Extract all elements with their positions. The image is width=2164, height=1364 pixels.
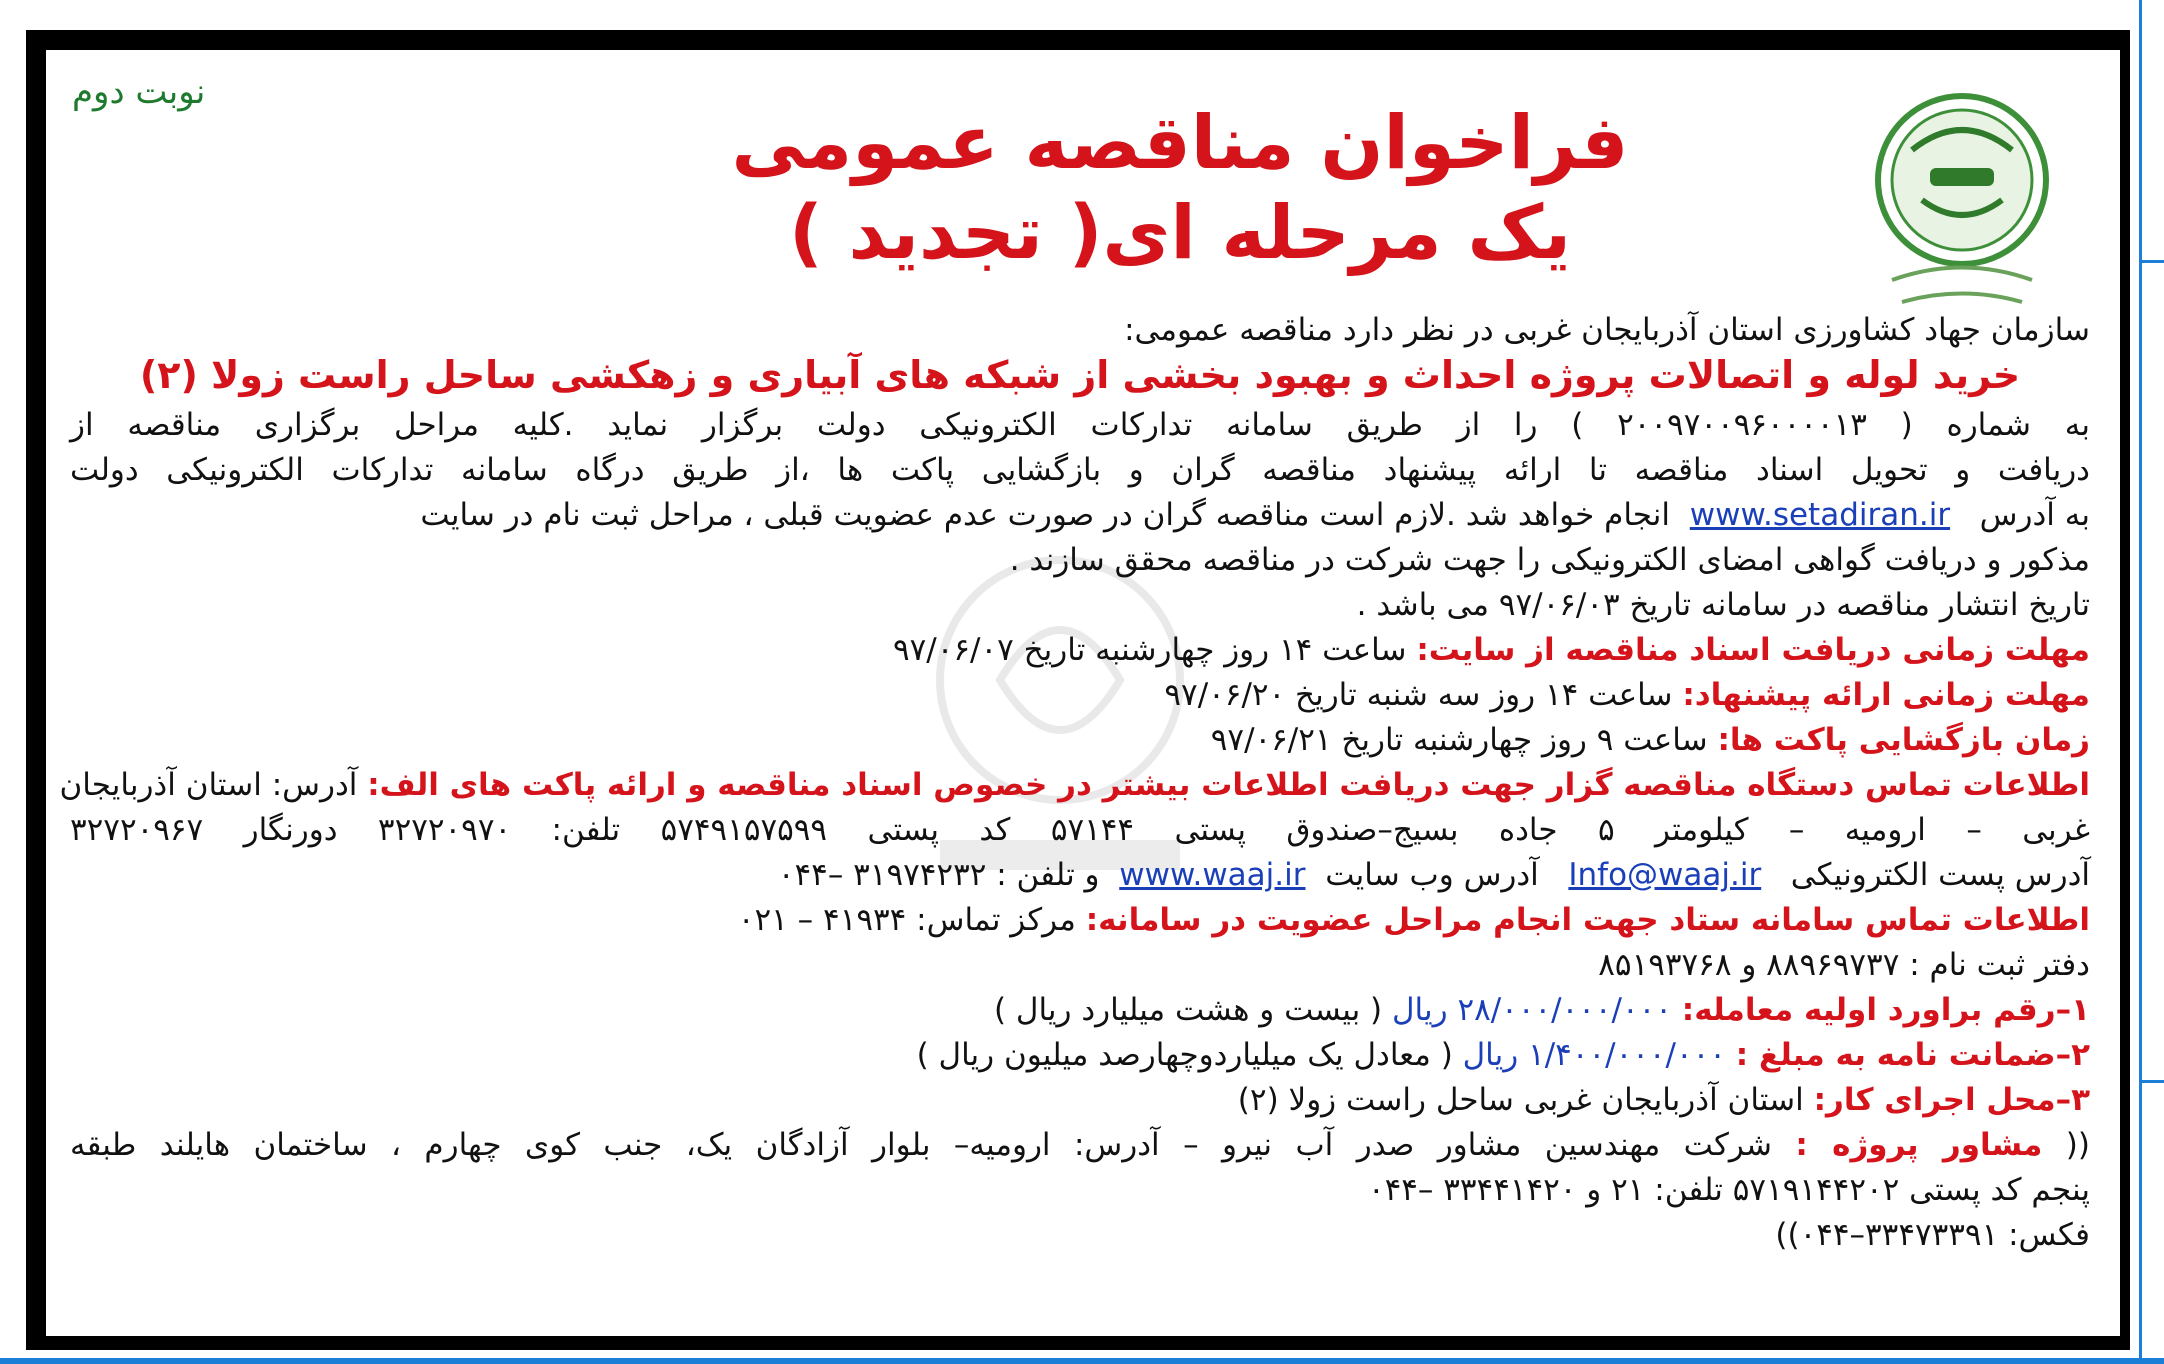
email-link[interactable]: Info@waaj.ir <box>1568 857 1762 893</box>
contact-address: آدرس: استان آذربایجان <box>59 767 358 803</box>
intro-line: سازمان جهاد کشاورزی استان آذربایجان غربی در نظر دارد مناقصه عمومی: <box>1124 312 2090 348</box>
consultant-line <box>70 1123 2090 1168</box>
opening-time <box>70 718 2090 763</box>
notice-title-line2: یک مرحله ای( تجدید ) <box>788 190 1572 276</box>
location-value: استان آذربایجان غربی ساحل راست زولا (۲) <box>1237 1082 1804 1118</box>
opening-value: ساعت ۹ روز چهارشنبه تاریخ ۹۷/۰۶/۲۱ <box>1210 722 1708 758</box>
guarantee-value: ۱/۴۰۰/۰۰۰/۰۰۰ ریال <box>1462 1037 1726 1073</box>
estimate-item <box>70 988 2090 1033</box>
tender-subject: خرید لوله و اتصالات پروژه احداث و بهبود بخشی از شبکه های آبیاری و زهکشی ساحل راست زولا (۲) <box>139 353 2021 397</box>
paragraph-line: به شماره ( ۲۰۰۹۷۰۰۹۶۰۰۰۰۱۳ ) را از طریق سامانه تدارکات الکترونیکی دولت برگزار نماید .کلیه مراحل برگزاری مناقصه از <box>70 407 2090 443</box>
consultant-text: شرکت مهندسین مشاور صدر آب نیرو – آدرس: ارومیه– بلوار آزادگان یک، جنب کوی چهارم ، ساختمان هایلند طبقه <box>70 1127 1772 1163</box>
contact-phone: و تلفن : ۳۱۹۷۴۲۳۲ –۰۴۴ <box>777 857 1100 893</box>
estimate-words: ( بیست و هشت میلیارد ریال ) <box>993 992 1383 1028</box>
location-label: ۳–محل اجرای کار: <box>1813 1082 2090 1118</box>
location-item <box>70 1078 2090 1123</box>
deadline-offer-value: ساعت ۱۴ روز سه شنبه تاریخ ۹۷/۰۶/۲۰ <box>1164 677 1673 713</box>
website-link[interactable]: www.waaj.ir <box>1119 857 1306 893</box>
register-office: دفتر ثبت نام : ۸۸۹۶۹۷۳۷ و ۸۵۱۹۳۷۶۸ <box>1598 947 2090 983</box>
round-label: نوبت دوم <box>72 72 206 112</box>
consultant-line: فکس: ۳۳۴۷۳۳۹۱–۰۴۴)) <box>1775 1217 2090 1253</box>
contact-online <box>70 853 2090 898</box>
deadline-offer-label: مهلت زمانی ارائه پیشنهاد: <box>1682 677 2090 713</box>
publish-date: تاریخ انتشار مناقصه در سامانه تاریخ ۹۷/۰۶/۰۳ می باشد . <box>1356 587 2090 623</box>
address-label: به آدرس <box>1979 497 2090 533</box>
deadline-docs <box>70 628 2090 673</box>
paragraph-line: دریافت و تحویل اسناد مناقصه تا ارائه پیشنهاد مناقصه گران و بازگشایی پاکت ها ،از طریق درگاه سامانه تدارکات الکترونیکی دولت <box>70 452 2090 488</box>
website-label: آدرس وب سایت <box>1325 857 1539 893</box>
paragraph-line: مذکور و دریافت گواهی امضای الکترونیکی را جهت شرکت در مناقصه محقق سازند . <box>1009 542 2090 578</box>
estimate-label: ۱–رقم براورد اولیه معامله: <box>1681 992 2090 1028</box>
deadline-offer <box>70 673 2090 718</box>
setad-contact <box>70 898 2090 943</box>
opening-label: زمان بازگشایی پاکت ها: <box>1717 722 2090 758</box>
deadline-docs-value: ساعت ۱۴ روز چهارشنبه تاریخ ۹۷/۰۶/۰۷ <box>893 632 1407 668</box>
guarantee-words: ( معادل یک میلیاردوچهارصد میلیون ریال ) <box>916 1037 1453 1073</box>
guarantee-item <box>70 1033 2090 1078</box>
notice-body <box>59 308 2091 1258</box>
bottom-edge-line <box>0 1358 2164 1364</box>
email-label: آدرس پست الکترونیکی <box>1790 857 2090 893</box>
consultant-label: مشاور پروژه : <box>1795 1127 2043 1163</box>
consultant-line: پنجم کد پستی ۵۷۱۹۱۴۴۲۰۲ تلفن: ۲۱ و ۳۳۴۴۱۴۲۰ –۰۴۴ <box>1367 1172 2090 1208</box>
contact-label: اطلاعات تماس دستگاه مناقصه گزار جهت دریافت اطلاعات بیشتر در خصوص اسناد مناقصه و ارائه پاکت های الف: <box>367 767 2090 803</box>
contact-details: غربی – ارومیه – کیلومتر ۵ جاده بسیج–صندوق پستی ۵۷۱۴۴ کد پستی ۵۷۴۹۱۵۷۵۹۹ تلفن: ۳۲۷۲۰۹۷۰ دورنگار ۳۲۷۲۰۹۶۷ <box>70 812 2091 848</box>
setad-label: اطلاعات تماس سامانه ستاد جهت انجام مراحل عضویت در سامانه: <box>1085 902 2090 938</box>
setadiran-link[interactable]: www.setadiran.ir <box>1689 497 1951 533</box>
guarantee-label: ۲–ضمانت نامه به مبلغ : <box>1735 1037 2090 1073</box>
consultant-open: (( <box>2065 1127 2090 1163</box>
setad-value: مرکز تماس: ۴۱۹۳۴ – ۰۲۱ <box>737 902 1076 938</box>
right-edge-bar <box>2139 0 2164 1364</box>
contact-heading <box>59 763 2090 808</box>
paragraph-line <box>70 493 2090 538</box>
deadline-docs-label: مهلت زمانی دریافت اسناد مناقصه از سایت: <box>1416 632 2090 668</box>
estimate-value: ۲۸/۰۰۰/۰۰۰/۰۰۰ ریال <box>1392 992 1672 1028</box>
jahad-keshavarzi-logo-icon <box>1852 80 2072 320</box>
notice-title-line1: فراخوان مناقصه عمومی <box>731 100 1629 186</box>
paragraph-text: انجام خواهد شد .لازم است مناقصه گران در صورت عدم عضویت قبلی ، مراحل ثبت نام در سایت <box>420 497 1671 533</box>
